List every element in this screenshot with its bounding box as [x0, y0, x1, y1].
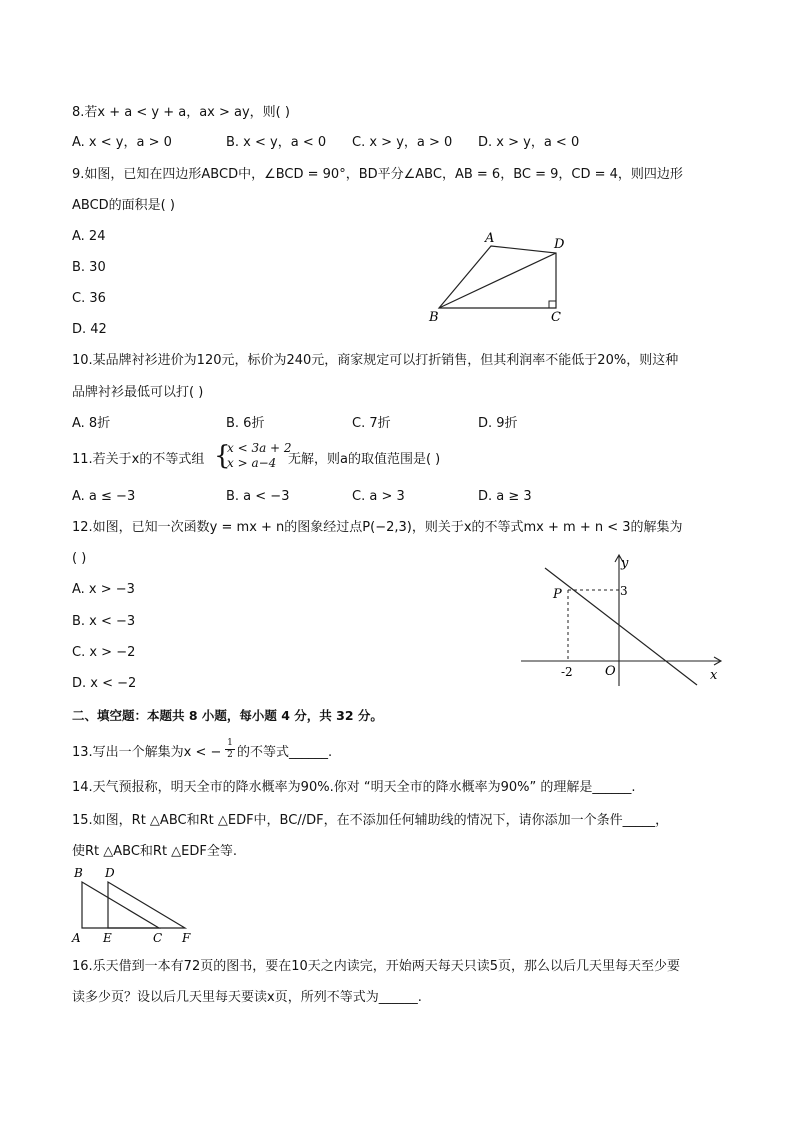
label-a: A — [72, 931, 81, 945]
q10-stem-line2: 品牌衬衫最低可以打( ) — [72, 385, 204, 400]
section-heading-fill-in: 二、填空题：本题共 8 小题，每小题 4 分，共 32 分。 — [72, 708, 383, 723]
q11-system-line1: x < 3a + 2 — [227, 441, 292, 455]
diagonal-bd — [439, 253, 556, 308]
q10-option-a: A. 8折 — [72, 416, 111, 431]
x-axis-label: x — [710, 668, 718, 683]
label-d: D — [554, 237, 565, 252]
q10-option-b: B. 6折 — [226, 416, 265, 431]
q12-stem-line1: 12.如图，已知一次函数y = mx + n的图象经过点P(−2,3)，则关于x的不等式mx + m + n < 3的解集为 — [72, 520, 683, 535]
q11-brace: { — [214, 441, 231, 471]
q10-option-c: C. 7折 — [352, 416, 391, 431]
q11-stem-prefix: 11.若关于x的不等式组 — [72, 452, 205, 467]
q13-suffix: 的不等式______. — [237, 745, 333, 760]
tick-label-neg2: -2 — [561, 665, 573, 679]
q13-fraction-denominator: 2 — [227, 750, 233, 760]
q9-stem-line2: ABCD的面积是( ) — [72, 198, 175, 213]
q14-stem: 14.天气预报称，明天全市的降水概率为90%.你对 “明天全市的降水概率为90%” 的理解是______. — [72, 780, 636, 795]
q8-stem: 8.若x + a < y + a，ax > ay，则( ) — [72, 105, 290, 120]
q15-triangles-figure — [68, 862, 203, 947]
q16-line2: 读多少页？设以后几天里每天要读x页，所列不等式为______. — [72, 990, 422, 1005]
q9-quadrilateral-figure — [420, 226, 580, 326]
q11-stem-suffix: 无解，则a的取值范围是( ) — [288, 452, 441, 467]
q15-line2: 使Rt △ABC和Rt △EDF全等. — [72, 844, 238, 859]
q10-stem-line1: 10.某品牌衬衫进价为120元，标价为240元，商家规定可以打折销售，但其利润率不能低于20%，则这种 — [72, 353, 679, 368]
q13-fraction-numerator: 1 — [225, 738, 235, 750]
tick-label-3: 3 — [620, 584, 628, 598]
q12-option-d: D. x < −2 — [72, 676, 137, 691]
q11-option-a: A. a ≤ −3 — [72, 489, 136, 504]
q9-option-d: D. 42 — [72, 322, 107, 337]
q8-option-a: A. x < y，a > 0 — [72, 135, 172, 150]
q9-stem-line1: 9.如图，已知在四边形ABCD中，∠BCD = 90°，BD平分∠ABC，AB = 6，BC = 9，CD = 4，则四边形 — [72, 167, 683, 182]
y-axis-label: y — [621, 556, 629, 571]
q12-linear-function-graph — [515, 548, 730, 688]
q9-option-b: B. 30 — [72, 260, 106, 275]
q16-line1: 16.乐天借到一本有72页的图书，要在10天之内读完，开始两天每天只读5页，那么以后几天里每天至少要 — [72, 959, 681, 974]
q8-option-c: C. x > y，a > 0 — [352, 135, 453, 150]
q13-prefix: 13.写出一个解集为x < − — [72, 745, 222, 760]
q9-option-c: C. 36 — [72, 291, 106, 306]
q12-option-a: A. x > −3 — [72, 582, 135, 597]
label-d: D — [105, 866, 115, 880]
label-b: B — [74, 866, 83, 880]
label-a: A — [485, 231, 495, 246]
label-b: B — [429, 310, 439, 325]
origin-label: O — [605, 664, 616, 679]
quadrilateral-abcd — [439, 246, 556, 308]
q11-option-d: D. a ≥ 3 — [478, 489, 532, 504]
point-p-label: P — [553, 587, 562, 602]
label-c: C — [153, 931, 163, 945]
q12-option-b: B. x < −3 — [72, 614, 136, 629]
q8-option-d: D. x > y，a < 0 — [478, 135, 580, 150]
q8-option-b: B. x < y，a < 0 — [226, 135, 327, 150]
q9-option-a: A. 24 — [72, 229, 106, 244]
q12-option-c: C. x > −2 — [72, 645, 136, 660]
q13-fraction — [225, 738, 235, 761]
q11-system-line2: x > a−4 — [227, 456, 277, 470]
q10-option-d: D. 9折 — [478, 416, 518, 431]
right-angle-mark — [549, 301, 556, 308]
label-c: C — [551, 310, 561, 325]
q11-option-c: C. a > 3 — [352, 489, 405, 504]
label-e: E — [103, 931, 112, 945]
q12-stem-line2: ( ) — [72, 551, 87, 566]
label-f: F — [182, 931, 191, 945]
q15-line1: 15.如图，Rt △ABC和Rt △EDF中，BC//DF，在不添加任何辅助线的情况下，请你添加一个条件_____， — [72, 813, 669, 828]
q11-option-b: B. a < −3 — [226, 489, 290, 504]
